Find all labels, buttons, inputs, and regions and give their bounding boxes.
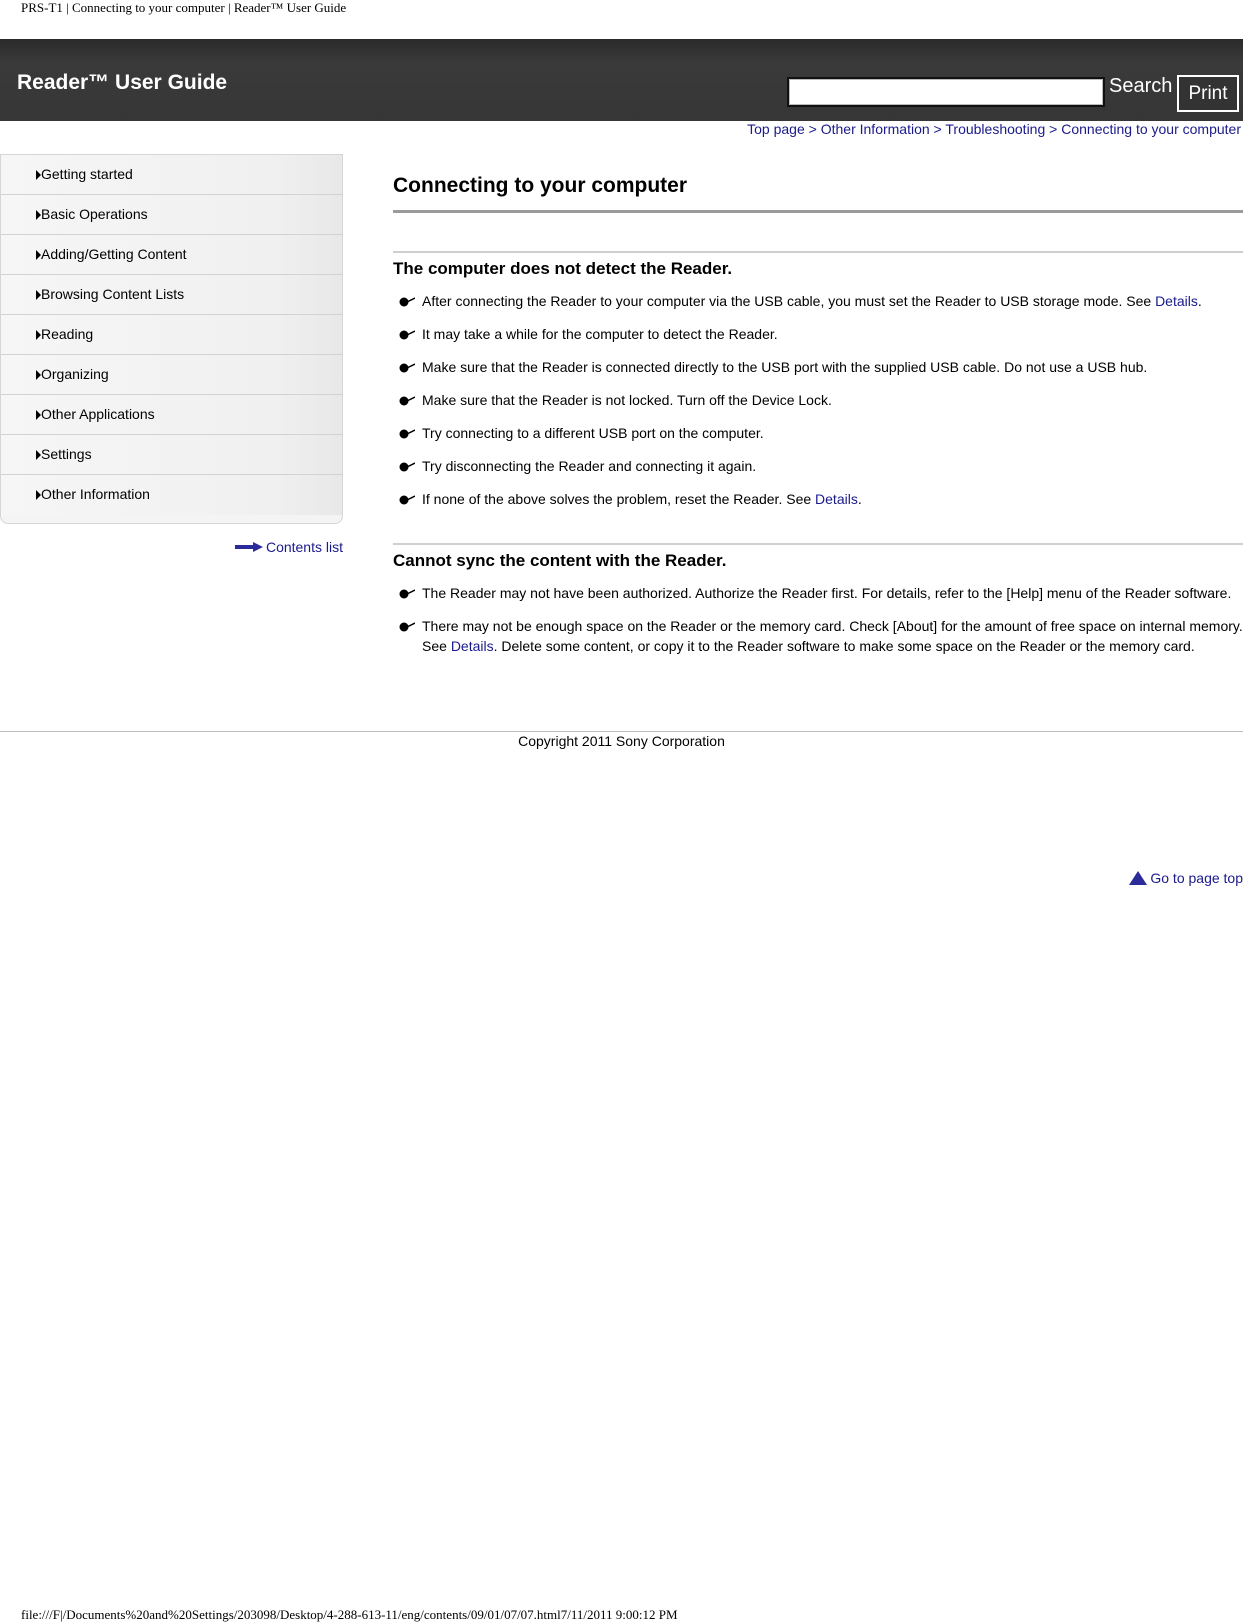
- list-item-text: There may not be enough space on the Reader or the memory card. Check [About] for the amount of free space on internal memory. See: [422, 618, 1243, 654]
- breadcrumb-separator: >: [933, 121, 942, 137]
- triangle-right-icon: [36, 330, 41, 340]
- triangle-up-icon: [1129, 871, 1147, 885]
- list-item-text: The Reader may not have been authorized. Authorize the Reader first. For details, refer to the [Help] menu of the Reader software.: [422, 585, 1232, 601]
- triangle-right-icon: [36, 410, 41, 420]
- list-item-text: Make sure that the Reader is connected directly to the USB port with the supplied USB cable. Do not use a USB hub.: [422, 359, 1148, 375]
- list-item: [393, 357, 1243, 377]
- list-item: [393, 390, 1243, 410]
- list-item: [393, 291, 1243, 311]
- sidebar-item-label: Browsing Content Lists: [41, 286, 185, 302]
- details-link[interactable]: Details: [450, 638, 494, 654]
- search-button[interactable]: Search: [1109, 75, 1173, 97]
- print-button[interactable]: Print: [1177, 75, 1239, 112]
- list-item-text: Make sure that the Reader is not locked. Turn off the Device Lock.: [422, 392, 832, 408]
- list-item-text-after: . Delete some content, or copy it to the Reader software to make some space on the Reader or the memory card.: [493, 638, 1195, 654]
- details-link[interactable]: Details: [815, 491, 858, 507]
- footer-divider: [0, 731, 1243, 732]
- page-title: Connecting to your computer: [393, 170, 1243, 213]
- triangle-right-icon: [36, 290, 41, 300]
- bullet-dot-icon: [399, 495, 415, 505]
- section-heading: Cannot sync the content with the Reader.: [393, 551, 727, 570]
- sidebar-item-label: Settings: [41, 446, 92, 462]
- bullet-dot-icon: [399, 589, 415, 599]
- triangle-right-icon: [36, 250, 41, 260]
- breadcrumb-top-page[interactable]: Top page: [747, 121, 805, 137]
- go-to-page-top-label: Go to page top: [1150, 870, 1243, 886]
- breadcrumb-separator: >: [808, 121, 817, 137]
- bullet-list: [393, 583, 1243, 656]
- list-item-text: It may take a while for the computer to detect the Reader.: [422, 326, 778, 342]
- list-item-text: After connecting the Reader to your computer via the USB cable, you must set the Reader to USB storage mode. See: [422, 293, 1156, 309]
- list-item-text: Try connecting to a different USB port on the computer.: [422, 425, 764, 441]
- list-item: [393, 456, 1243, 476]
- list-item: [393, 616, 1243, 656]
- sidebar-item-label: Reading: [41, 326, 94, 342]
- contents-list-link[interactable]: [235, 539, 343, 555]
- section-not-detected: [393, 251, 1243, 509]
- list-item-text-after: .: [857, 491, 862, 507]
- bullet-dot-icon: [399, 396, 415, 406]
- triangle-right-icon: [36, 450, 41, 460]
- sidebar-item-basic-operations[interactable]: [1, 195, 342, 235]
- sidebar-item-other-information[interactable]: [1, 475, 342, 515]
- contents-list-label: Contents list: [265, 539, 343, 555]
- bullet-dot-icon: [399, 297, 415, 307]
- sidebar-item-label: Other Applications: [41, 406, 155, 422]
- list-item-text: If none of the above solves the problem, reset the Reader. See: [422, 491, 816, 507]
- sidebar-item-reading[interactable]: [1, 315, 342, 355]
- triangle-right-icon: [36, 170, 41, 180]
- breadcrumb-separator: >: [1049, 121, 1058, 137]
- guide-title: Reader™ User Guide: [17, 71, 228, 94]
- section-cannot-sync: [393, 543, 1243, 656]
- sidebar-item-browsing-content[interactable]: [1, 275, 342, 315]
- sidebar-item-getting-started[interactable]: [1, 155, 342, 195]
- sidebar-item-label: Basic Operations: [41, 206, 148, 222]
- list-item: [393, 423, 1243, 443]
- list-item-text-after: .: [1197, 293, 1202, 309]
- list-item: [393, 583, 1243, 603]
- breadcrumb-troubleshooting[interactable]: Troubleshooting: [945, 121, 1046, 137]
- list-item: [393, 324, 1243, 344]
- print-footer: file:///F|/Documents%20and%20Settings/203098/Desktop/4-288-613-11/eng/contents/09/01/07/07.html7/11/2011 9:00:12 PM: [21, 1607, 678, 1622]
- bullet-dot-icon: [399, 622, 415, 632]
- list-item: [393, 489, 1243, 509]
- section-heading: The computer does not detect the Reader.: [393, 259, 733, 278]
- bullet-dot-icon: [399, 330, 415, 340]
- bullet-dot-icon: [399, 429, 415, 439]
- breadcrumb-current[interactable]: Connecting to your computer: [1061, 121, 1241, 137]
- search-input[interactable]: [787, 77, 1105, 107]
- arrow-right-icon: [235, 542, 263, 552]
- triangle-right-icon: [36, 490, 41, 500]
- sidebar-item-organizing[interactable]: [1, 355, 342, 395]
- breadcrumb-other-information[interactable]: Other Information: [820, 121, 930, 137]
- sidebar-item-other-applications[interactable]: [1, 395, 342, 435]
- breadcrumb: [747, 121, 1241, 137]
- sidebar-item-adding-content[interactable]: [1, 235, 342, 275]
- list-item-text: Try disconnecting the Reader and connecting it again.: [422, 458, 757, 474]
- triangle-right-icon: [36, 210, 41, 220]
- bullet-list: [393, 291, 1243, 509]
- bullet-dot-icon: [399, 363, 415, 373]
- copyright: Copyright 2011 Sony Corporation: [518, 733, 725, 749]
- triangle-right-icon: [36, 370, 41, 380]
- sidebar-item-label: Other Information: [41, 486, 150, 502]
- sidebar-item-settings[interactable]: [1, 435, 342, 475]
- header-bar: [0, 39, 1243, 121]
- go-to-page-top-link[interactable]: [1129, 870, 1243, 886]
- sidebar-item-label: Getting started: [41, 166, 133, 182]
- sidebar-item-label: Organizing: [41, 366, 109, 382]
- sidebar-nav: [0, 154, 343, 524]
- print-header: PRS-T1 | Connecting to your computer | Reader™ User Guide: [21, 0, 347, 15]
- details-link[interactable]: Details: [1155, 293, 1198, 309]
- bullet-dot-icon: [399, 462, 415, 472]
- sidebar-item-label: Adding/Getting Content: [41, 246, 187, 262]
